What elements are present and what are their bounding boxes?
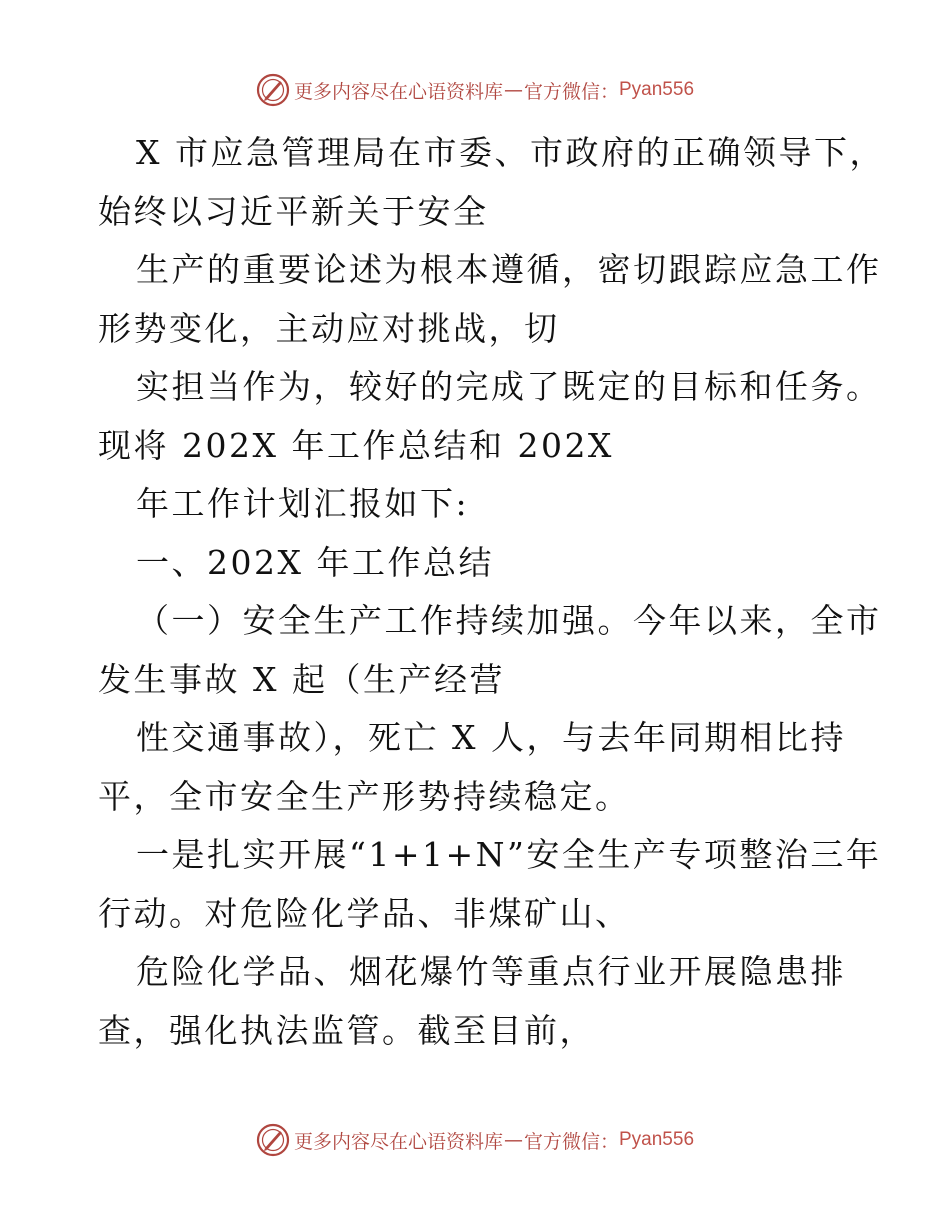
quill-logo-icon xyxy=(256,73,290,107)
watermark-dash: — xyxy=(503,1129,523,1151)
text-line: 现将 202X 年工作总结和 202X xyxy=(98,425,614,465)
watermark-sub-text: 官方微信： xyxy=(523,80,619,103)
watermark-dash: — xyxy=(503,79,523,101)
watermark-wechat-id: Pyan556 xyxy=(619,79,695,100)
text-line: 始终以习近平新关于安全 xyxy=(98,191,489,231)
text-line: （一）安全生产工作持续加强。今年以来，全市 xyxy=(136,601,882,640)
text-line: 发生事故 X 起（生产经营 xyxy=(98,659,505,699)
text-line: 平，全市安全生产形势持续稳定。 xyxy=(98,776,631,816)
text-line: 形势变化，主动应对挑战，切 xyxy=(98,308,560,348)
text-line: 查，强化执法监管。截至目前， xyxy=(98,1010,595,1050)
text-line: X 市应急管理局在市委、市政府的正确领导下， xyxy=(136,133,885,172)
text-line: 行动。对危险化学品、非煤矿山、 xyxy=(98,893,631,933)
text-line: 生产的重要论述为根本遵循，密切跟踪应急工作 xyxy=(136,250,882,289)
text-line: 一是扎实开展“1+1+N”安全生产专项整治三年 xyxy=(136,835,882,874)
watermark-main-text: 更多内容尽在心语资料库 xyxy=(293,80,503,103)
text-line: 性交通事故），死亡 X 人，与去年同期相比持 xyxy=(136,718,846,757)
footer-watermark xyxy=(0,1122,950,1158)
section-heading: 一、202X 年工作总结 xyxy=(136,542,494,582)
header-watermark xyxy=(0,72,950,108)
text-line: 实担当作为，较好的完成了既定的目标和任务。 xyxy=(136,367,882,406)
quill-logo-icon xyxy=(256,1123,290,1157)
text-line: 年工作计划汇报如下: xyxy=(136,484,470,523)
watermark-wechat-id: Pyan556 xyxy=(619,1129,695,1150)
document-body xyxy=(98,124,885,1060)
watermark-main-text: 更多内容尽在心语资料库 xyxy=(293,1130,503,1153)
watermark-sub-text: 官方微信： xyxy=(523,1130,619,1153)
text-line: 危险化学品、烟花爆竹等重点行业开展隐患排 xyxy=(136,952,846,991)
